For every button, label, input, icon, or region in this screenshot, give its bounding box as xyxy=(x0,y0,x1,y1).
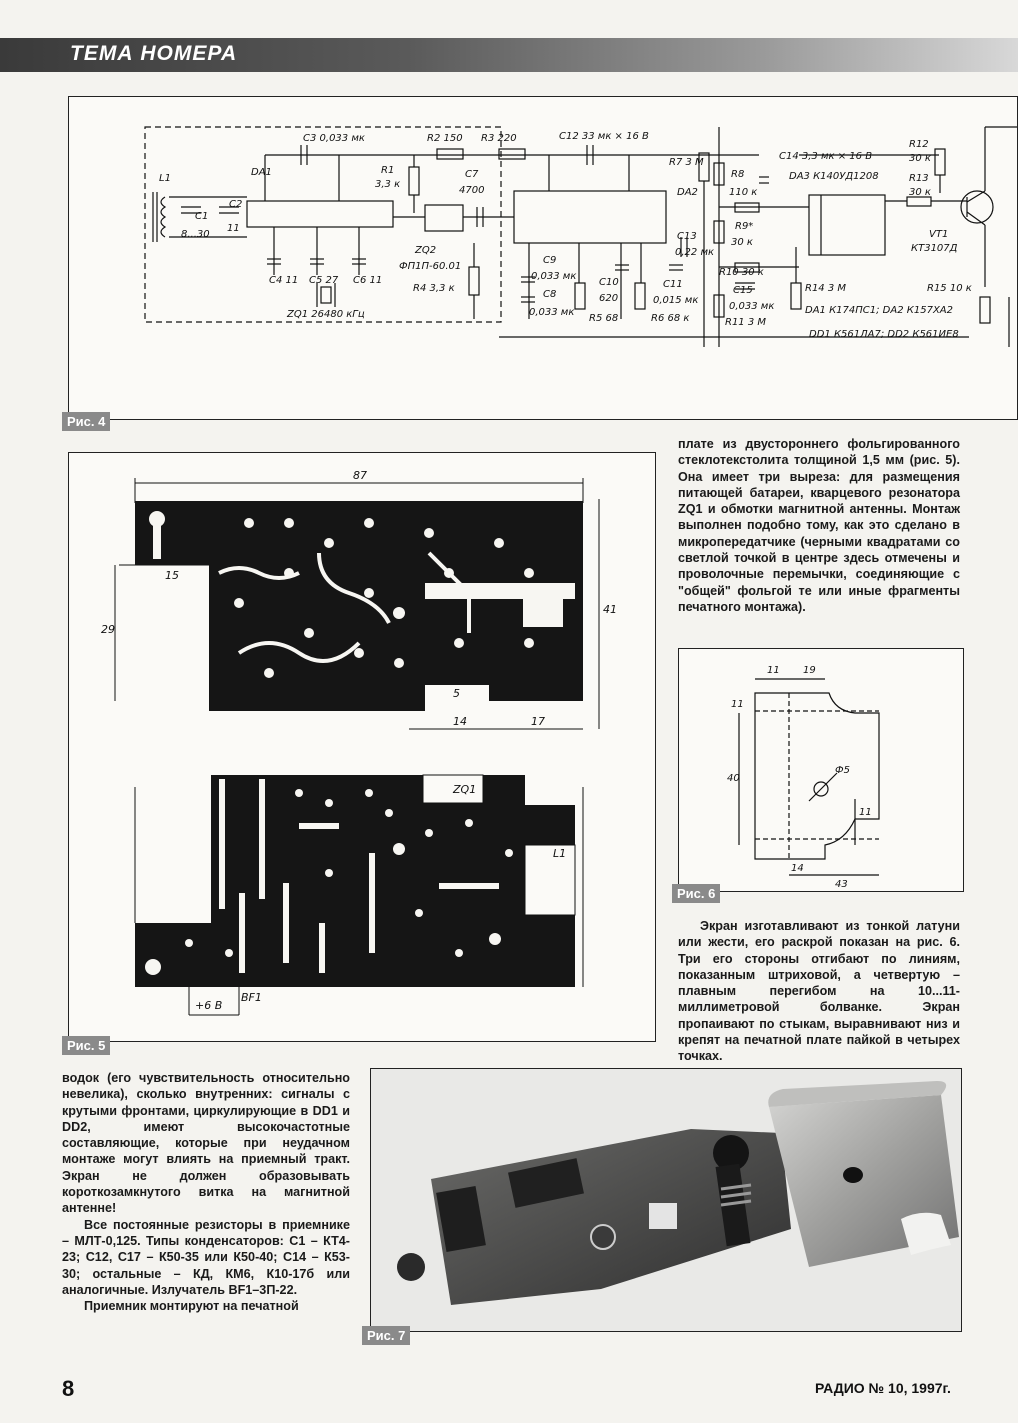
figure-4-label: Рис. 4 xyxy=(62,412,110,431)
figure-6-frame xyxy=(678,648,964,892)
pcb-dim-15: 15 xyxy=(165,569,179,582)
label-r10: R10 30 к xyxy=(719,267,764,278)
pcb-drawing xyxy=(69,453,655,1041)
paragraph: Приемник монтируют на печатной xyxy=(84,1299,299,1314)
label-c9: C9 xyxy=(543,255,557,266)
paragraph: Все постоянные резисторы в приемнике – МЛТ-0,125. Типы конденсаторов: С1 – КТ4-23; С12, С17 – К50-35 или К50-40; С14 – К53-30; остальные – КД, КМ6, К10-17б или аналогичные. Излучатель BF1–3П-22. xyxy=(62,1217,350,1297)
label-c13: C13 xyxy=(677,231,697,242)
label-r13: R13 xyxy=(909,173,929,184)
shield-dim-11c: 11 xyxy=(859,807,872,818)
label-da2: DA2 xyxy=(677,187,698,198)
pcb-label-plus6v: +6 В xyxy=(195,999,223,1012)
label-r12-value: 30 к xyxy=(909,153,931,164)
label-c7: C7 xyxy=(465,169,479,180)
label-c8-value: 0,033 мк xyxy=(529,307,575,318)
pcb-dim-5: 5 xyxy=(453,687,460,700)
receiver-photo xyxy=(371,1069,961,1331)
label-c3: C3 0,033 мк xyxy=(303,133,365,144)
label-r14: R14 3 М xyxy=(805,283,847,294)
label-c13-value: 0,22 мк xyxy=(675,247,715,258)
pcb-dim-41: 41 xyxy=(603,603,617,616)
label-r15: R15 10 к xyxy=(927,283,972,294)
paragraph: водок (его чувствительность относительно невелика), сколько внутренних: сигналы с крутыми фронтами, циркулирующие в DD1 и DD2, имеют высокочастотные составляющие, которые при неудачном монтаже могут влиять на приемный тракт. Экран не должен образовывать короткозамкнутого витка на магнитной антенне! xyxy=(62,1071,350,1216)
label-r9: R9* xyxy=(735,221,754,232)
label-c15-value: 0,033 мк xyxy=(729,301,775,312)
journal-footer: РАДИО № 10, 1997г. xyxy=(815,1380,951,1396)
label-vt1-value: КТ3107Д xyxy=(911,243,958,254)
shield-dim-11a: 11 xyxy=(767,665,780,676)
label-c6: C6 11 xyxy=(353,275,383,286)
shield-dim-11b: 11 xyxy=(731,699,744,710)
label-r3: R3 220 xyxy=(481,133,517,144)
article-text-right-2 xyxy=(678,918,960,1065)
label-zq1: ZQ1 26480 кГц xyxy=(287,309,365,320)
pcb-label-bf1: BF1 xyxy=(241,991,262,1004)
figure-5-frame xyxy=(68,452,656,1042)
label-c10-value: 620 xyxy=(599,293,619,304)
shield-dim-40: 40 xyxy=(727,773,740,784)
figure-7-frame xyxy=(370,1068,962,1332)
pcb-dim-14: 14 xyxy=(453,715,467,728)
label-r4: R4 3,3 к xyxy=(413,283,455,294)
figure-4-frame xyxy=(68,96,1018,420)
label-c1: C1 xyxy=(195,211,209,222)
figure-6-label: Рис. 6 xyxy=(672,884,720,903)
label-r1-value: 3,3 к xyxy=(375,179,401,190)
shield-cut-drawing xyxy=(679,649,963,891)
label-c5: C5 27 xyxy=(309,275,339,286)
label-ic-note-1: DA1 К174ПС1; DA2 К157ХА2 xyxy=(805,305,954,316)
pcb-dim-29: 29 xyxy=(101,623,115,636)
label-l1: L1 xyxy=(159,173,171,184)
label-c2-value: 11 xyxy=(227,223,240,234)
shield-dim-43: 43 xyxy=(835,879,848,890)
label-c11-value: 0,015 мк xyxy=(653,295,699,306)
label-c15: C15 xyxy=(733,285,753,296)
label-c14: C14 3,3 мк × 16 В xyxy=(779,151,873,162)
label-vt1: VT1 xyxy=(929,229,949,240)
label-c12: C12 33 мк × 16 В xyxy=(559,131,649,142)
page-number: 8 xyxy=(62,1376,75,1401)
paragraph: плате из двустороннего фольгированного стеклотекстолита толщиной 1,5 мм (рис. 5). Она имеет три выреза: для размещения питающей батареи, кварцевого резонатора ZQ1 и обмотки магнитной антенны. Монтаж выполнен подобно тому, как это сделано в микропередатчике (черными квадратами со светлой точкой в центре здесь отмечены и проволочные перемычки, соединяющие с "общей" фольгой те или иные фрагменты печатного монтажа). xyxy=(678,437,960,614)
label-r5: R5 68 xyxy=(589,313,619,324)
label-c2: C2 xyxy=(229,199,243,210)
label-da3: DA3 К140УД1208 xyxy=(789,171,879,182)
pcb-dim-87: 87 xyxy=(353,469,367,482)
pcb-label-zq1: ZQ1 xyxy=(453,783,477,796)
label-r8: R8 xyxy=(731,169,745,180)
article-text-left xyxy=(62,1070,350,1314)
section-title: ТЕМА НОМЕРА xyxy=(70,42,238,65)
label-zq2: ZQ2 xyxy=(415,245,437,256)
figure-7-label: Рис. 7 xyxy=(362,1326,410,1345)
label-r1: R1 xyxy=(381,165,395,176)
label-r2: R2 150 xyxy=(427,133,463,144)
paragraph: Экран изготавливают из тонкой латуни или жести, его раскрой показан на рис. 6. Три его стороны отгибают по линиям, показанным штриховой, а четвертую – плавным перегибом на 10...11-миллиметровой болванке. Экран пропаивают по стыкам, выравнивают низ и крепят на печатной плате пайкой в четырех точках. xyxy=(678,919,960,1064)
label-r9-value: 30 к xyxy=(731,237,753,248)
label-c8: C8 xyxy=(543,289,557,300)
pcb-label-l1: L1 xyxy=(553,847,567,860)
figure-5-label: Рис. 5 xyxy=(62,1036,110,1055)
label-c9-value: 0,033 мк xyxy=(531,271,577,282)
label-r12: R12 xyxy=(909,139,929,150)
article-text-right-1 xyxy=(678,436,960,615)
pcb-dim-17: 17 xyxy=(531,715,545,728)
label-zq2-value: ФП1П-60.01 xyxy=(399,261,462,272)
label-r7: R7 3 М xyxy=(669,157,704,168)
label-c10: C10 xyxy=(599,277,619,288)
label-c7-value: 4700 xyxy=(459,185,485,196)
label-da1: DA1 xyxy=(251,167,272,178)
shield-dim-19: 19 xyxy=(803,665,816,676)
label-c1-value: 8...30 xyxy=(181,229,210,240)
shield-dim-phi5: Ф5 xyxy=(835,765,850,776)
label-c4: C4 11 xyxy=(269,275,299,286)
label-r11: R11 3 М xyxy=(725,317,767,328)
label-ic-note-2: DD1 К561ЛА7; DD2 К561ИЕ8 xyxy=(809,329,959,340)
schematic-diagram xyxy=(69,97,1017,419)
shield-dim-14: 14 xyxy=(791,863,804,874)
label-r13-value: 30 к xyxy=(909,187,931,198)
label-r6: R6 68 к xyxy=(651,313,690,324)
label-r8-value: 110 к xyxy=(729,187,758,198)
label-c11: C11 xyxy=(663,279,683,290)
